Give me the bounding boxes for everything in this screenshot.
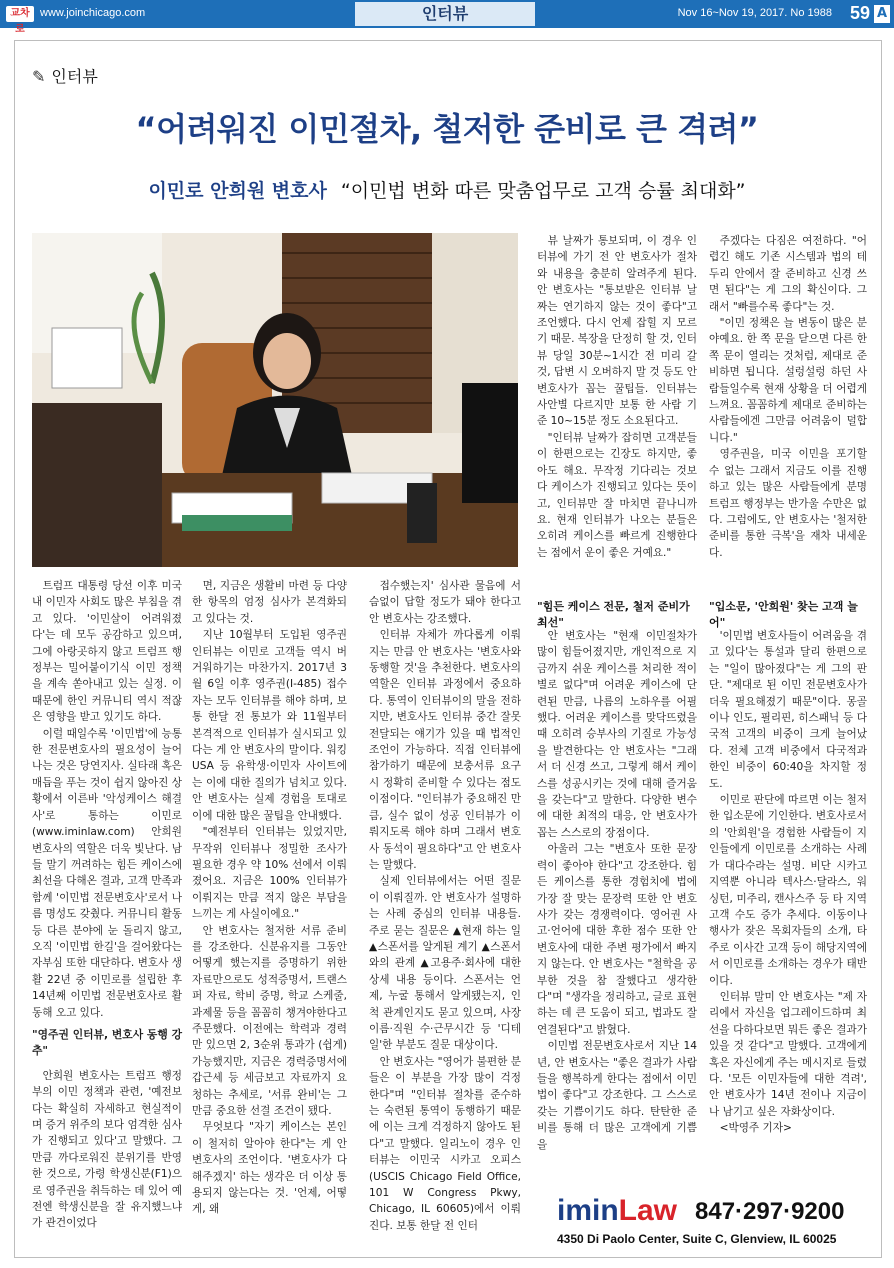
ad-logo <box>557 1194 677 1228</box>
paragraph: 인터뷰 말미 안 변호사는 "제 자리에서 자신을 업그레이드하며 최선을 다하다보면 뭐든 좋은 결과가 있을 것 같다"고 말했다. 고객에게 혹은 자신에게 주는 메시지로 들렸다. '모든 이민자들에 대한 격려', 안 변호사가 14년 전이나 지금이나 남기고 싶은 자화상이다. <box>709 990 867 1118</box>
paragraph: 아울러 그는 "변호사 또한 문장력이 좋아야 한다"고 강조한다. 힘든 케이스를 통한 경험치에 법에 가장 잘 맞는 문장력 또한 안 변호사가 갖는 경쟁력이다. 영어권 사고·언어에 대한 후한 점수 또한 안 변호사에 대한 주변 평가에서 빠지지 않는다. 안 변호사는 "철학을 공부한 것을 참 잘했다고 생각한다"며 "생각을 정리하고, 글로 표현하는 데 큰 도움이 되고, 법과도 잘 연결된다"고 밝혔다. <box>537 843 697 1036</box>
paragraph: 이럴 때일수록 '이민법'에 능통한 전문변호사의 필요성이 늘어나는 것은 당연지사. 실타래 혹은 매듭을 푸는 것이 쉽지 않아진 상황에서 이른바 '악성케이스 해결사'로 통하는 이민로(www.iminlaw.com) 안희원 변호사의 역할은 더욱 빛난다. 남들 말기 꺼려하는 힘든 케이스에 최선을 다해온 결과, 고객 만족과 함께 '이민법 전문변호사'로서 나름 명성도 갖췄다. 커뮤니티 활동 등 다른 분야에 눈 돌리지 않고, 오직 '이민법 한길'을 걸어왔다는 자부심 또한 대단하다. 변호사 생활 22년 중 이민로를 설립한 후 14년째 이민법 전문변호사로 활동해 오고 있다. <box>32 727 182 1019</box>
paragraph: 실제 인터뷰에서는 어떤 질문이 이뤄질까. 안 변호사가 설명하는 사례 중심의 인터뷰 내용들. 주로 묻는 질문은 ▲현재 하는 일 ▲스폰서를 알게된 계기 ▲스폰서와의 관계 ▲고용주·회사에 대한 상세 내용 등이다. 스폰서는 언제, 누굴 통해서 알게됐는지, 인척 관계인지도 묻고 있으며, 사장 이름·직원 수·근무시간 등 '디테일'한 부분도 질문 대상이다. <box>369 875 521 1052</box>
article-column-5-bottom <box>709 628 867 1137</box>
article-column-4-top <box>537 233 697 561</box>
paragraph: 접수했는지' 심사관 물음에 서슴없이 답할 정도가 돼야 한다고 안 변호사는 강조했다. <box>369 580 521 625</box>
paragraph: 트럼프 대통령 당선 이후 미국 내 이민자 사회도 많은 부침을 겪고 있다. '이민살이 어려워졌다'는 데 모두 공감하고 있으며, 그에 아랑곳하지 않고 트럼프 행정부는 밀어붙이기식 이민 정책을 계속 쏟아내고 있는 실정. 이 때문에 한인 커뮤니티 역시 적잖은 영향을 받고 있기도 하다. <box>32 580 182 724</box>
headline: “어려워진 이민절차, 철저한 준비로 큰 격려” <box>135 110 759 148</box>
article-column-1 <box>32 578 182 1232</box>
article-column-3 <box>369 578 521 1234</box>
subheadline <box>0 176 894 203</box>
article-column-4-bottom <box>537 628 697 1153</box>
article-tag <box>32 64 98 87</box>
paragraph: 안 변호사는 "현재 이민절차가 많이 힘들어졌지만, 개인적으로 지금까지 쉬운 케이스를 처리한 적이 별로 없다"며 어려운 케이스에 단련된 만큼, 나름의 노하우를 어필했다. 어려운 케이스를 맞닥뜨렸을 때 오히려 승부사의 기질로 가능성을 발견한다는 안 변호사는 "그래서 더 신경 쓰고, 그렇게 해서 케이스를 성공시키는 것에 대해 즐거움을 갖는다"고 말한다. 다양한 변수에 대한 최적의 대응, 안 변호사가 꼽는 스스로의 장점이다. <box>537 630 697 839</box>
ad-logo-law: Law <box>618 1194 678 1227</box>
subheadline-name: 이민로 안희원 변호사 <box>148 180 327 202</box>
paragraph: 안 변호사는 "영어가 불편한 분들은 이 부분을 가장 많이 걱정 한다"며 "인터뷰 절차를 준수하는 숙련된 통역이 동행하기 때문에 이는 크게 걱정하지 않아도 된다"고 말했다. 일리노이 경우 인터뷰는 이민국 시카고 오피스(USCIS Chicago Field Office, 101 W Congress Pkwy, Chicago, IL 60605)에서 이뤄진다. 보통 한달 전 인터 <box>369 1055 521 1232</box>
paragraph: 지난 10월부터 도입된 영주권 인터뷰는 이민로 고객들 역시 버거워하기는 마찬가지. 2017년 3월 6일 이후 영주권(I-485) 접수자는 모두 인터뷰를 해야 하며, 보통 한달 전 통보가 와 11월부터 본격적으로 인터뷰가 실시되고 있다는 게 안 변호사의 말이다. 워킹USA 등 유학생·이민자 사이트에는 이에 대한 질의가 넘치고 있다. 안 변호사는 실제 경험을 토대로 이에 대한 많은 꿀팁을 안내했다. <box>192 629 347 822</box>
advertisement <box>537 1188 867 1252</box>
paragraph: 인터뷰 자체가 까다롭게 이뤄지는 만큼 안 변호사는 '변호사와 동행할 것'을 추천한다. 변호사의 역할은 인터뷰 과정에서 중요하다. 통역이 인터뷰이의 말을 전하지만, 변호사도 인터뷰 중간 잘못 전달되는 얘기가 있을 때 법적인 조언이 가능하다. 직접 인터뷰에 참가하기 때문에 보충서류 요구 시 정확히 준비할 수 있다는 점도 이점이다. "인터뷰가 중요해진 만큼, 실수 없이 성공 인터뷰가 이뤄지도록 해야 하며 그래서 변호사 동석이 필요하다"고 안 변호사는 말했다. <box>369 629 521 871</box>
section-subheading: "힘든 케이스 전문, 철저 준비가 최선" <box>537 600 690 629</box>
newspaper-logo: 교차로 <box>6 6 34 22</box>
paragraph: 이민로 판단에 따르면 이는 철저한 입소문에 기인한다. 변호사로서의 '안희원'을 경험한 사람들이 지인들에게 이민로를 소개하는 사례가 대다수라는 설명. 비단 시카고 지역뿐 아니라 텍사스·달라스, 워싱턴, 미주리, 캔사스주 등 타 지역 고객 수도 증가 추세다. 이동이나 행사가 잦은 목회자들의 소개, 타주로 이사간 고객 등이 해당지역에서 이민로를 소개하는 경우가 태반이다. <box>709 794 867 987</box>
lawyer-photo <box>32 233 518 567</box>
section-subheading: "영주권 인터뷰, 변호사 동행 강추" <box>32 1027 182 1058</box>
paragraph: 주겠다는 다짐은 여전하다. "어렵긴 해도 기존 시스템과 법의 테두리 안에서 잘 준비하고 신경 쓰면 된다"는 게 그의 확신이다. 그래서 "빠를수록 좋다"는 것. <box>709 235 867 313</box>
issue-date: Nov 16~Nov 19, 2017. No 1988 <box>677 7 832 19</box>
paragraph: 면, 지금은 생활비 마련 등 다양한 항목의 엄정 심사가 본격화되고 있다는 것. <box>192 580 347 625</box>
paragraph: 영주권을, 미국 이민을 포기할 수 없는 그래서 지금도 이를 진행하고 있는 많은 사람들에게 분명 트럼프 행정부는 반가울 수만은 없다. 그럼에도, 안 변호사는 '철저한 준비를 통한 극복'을 재차 내세운다. <box>709 448 867 559</box>
paragraph: "예전부터 인터뷰는 있었지만, 무작위 인터뷰나 정밀한 조사가 필요한 경우 약 10% 선에서 이뤄졌어요. 지금은 100% 인터뷰가 이뤄지는 만큼 적지 않은 부담을 느끼는 게 사실이에요." <box>192 826 347 921</box>
paragraph: 이민법 전문변호사로서 지난 14년, 안 변호사는 "좋은 결과가 사람들을 행복하게 한다는 점에서 이민법이 좋다"고 강조한다. 그 스스로 갖는 기쁨이기도 하다. 탄탄한 준비를 통해 더 많은 고객에게 기쁨을 <box>537 1040 697 1151</box>
tag-label: 인터뷰 <box>51 67 98 86</box>
ad-phone: 847·297·9200 <box>695 1198 845 1225</box>
section-title: 인터뷰 <box>355 2 535 26</box>
paragraph: "이민 정책은 늘 변동이 많은 분야예요. 한 쪽 문을 닫으면 다른 한 쪽 문이 열리는 것처럼, 제대로 준비하면 됩니다. 설렁설렁 하던 사람들일수록 현재 상황을 더 어렵게 느껴요. 꼼꼼하게 제대로 준비하는 사람들에겐 그만큼 어려움이 덜합니다." <box>709 317 867 444</box>
paragraph: 뷰 날짜가 통보되며, 이 경우 인터뷰에 가기 전 안 변호사가 절차와 내용을 충분히 알려주게 된다. 안 변호사는 "통보받은 인터뷰 날짜는 연기하지 않는 것이 좋다"고 조언했다. 다시 언제 잡힐 지 모르기 때문. 복장을 단정히 할 것, 인터뷰 당일 30분~1시간 전 미리 갈 것, 답변 시 오버하지 말 것 등도 안 변호사가 꼽는 꿀팁들. 인터뷰는 사안별 다르지만 보통 한 사람 기준 10~15분 정도 소요된다고. <box>537 235 697 428</box>
article-column-2 <box>192 578 347 1218</box>
paragraph: '이민법 변호사들이 어려움을 겪고 있다'는 통설과 달리 한편으로는 "일이 많아졌다"는 게 그의 판단. "제대로 된 이민 전문변호사가 더욱 필요해졌기 때문"이다. 몽골이나 인도, 필리핀, 히스패닉 등 다국적 고객의 비중이 크게 늘어났다. 전체 고객 비중에서 다국적과 한인 비중이 60:40을 차지할 정도. <box>709 630 867 790</box>
office-photo-illustration <box>32 233 518 567</box>
subheadline-quote: “이민법 변화 따른 맞춤업무로 고객 승률 최대화” <box>340 180 746 202</box>
paragraph: 안희원 변호사는 트럼프 행정부의 이민 정책과 관련, '예전보다는 확실히 자세하고 현실적이며 증거 위주의 보다 엄격한 심사가 진행되고 있다'고 말했다. 그만큼 까다로워진 분위기를 반영한 것으로, 가령 학생신분(F1)으로 영주권을 취득하는 데 있어 예전엔 학생신분을 잘 유지했느냐가 관건이었다 <box>32 1069 182 1230</box>
paragraph: 무엇보다 "자기 케이스는 본인이 철저히 알아야 한다"는 게 안 변호사의 조언이다. '변호사가 다 해주겠지' 하는 생각은 더 이상 통용되지 않는다는 것. '언제, 어떻게, 왜 <box>192 1121 347 1216</box>
article-column-5-top <box>709 233 867 561</box>
pen-icon: ✎ <box>32 67 46 86</box>
top-bar <box>0 0 894 35</box>
section-badge: A <box>874 5 890 23</box>
section-subheading: "입소문, '안희원' 찾는 고객 늘어" <box>709 600 858 629</box>
page-number: 59 <box>849 3 870 23</box>
ad-address: 4350 Di Paolo Center, Suite C, Glenview, IL 60025 <box>557 1232 837 1246</box>
byline: <박영주 기자> <box>719 1122 792 1135</box>
paragraph: 안 변호사는 철저한 서류 준비를 강조한다. 신분유지를 그동안 어떻게 했는지를 증명하기 위한 자료만으로도 성적증명서, 트랜스퍼 자료, 학비 증명, 학교 스케줄, 과제물 등을 꼼꼼히 챙겨야한다고 주문했다. 이전에는 학력과 경력만 있으면 2, 3순위 통과가 (쉽게) 가능했지만, 지금은 경력증명서에 갑근세 등 세금보고 자료까지 요청하는 추세로, '서류 완비'는 그만큼 중요한 선결 조건이 됐다. <box>192 924 347 1117</box>
ad-logo-imin: imin <box>557 1194 619 1227</box>
paragraph: "인터뷰 날짜가 잡히면 고객분들이 한편으로는 긴장도 하지만, 좋아도 해요. 무작정 기다리는 것보다 케이스가 진행되고 있다는 뜻이고, 인터뷰만 잘 마치면 끝나니까요. 현재 인터뷰가 나오는 분들은 오히려 케이스를 빠르게 진행한다는 점에서 운이 좋은 거예요." <box>537 431 697 559</box>
site-url: www.joinchicago.com <box>40 7 146 19</box>
